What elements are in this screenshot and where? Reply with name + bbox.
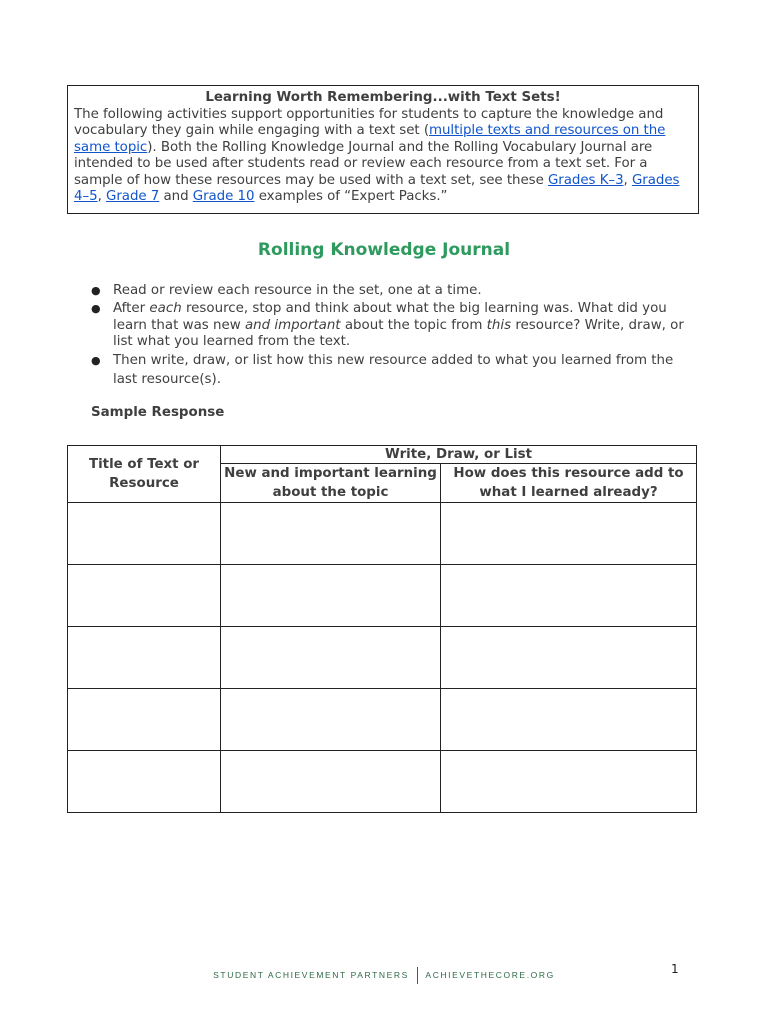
- sample-response-label: Sample Response: [91, 405, 225, 420]
- col-new-learning-header: New and important learning about the topic: [221, 464, 441, 503]
- col-adds-header: How does this resource add to what I learned already?: [441, 464, 697, 503]
- table-cell[interactable]: [441, 627, 697, 689]
- table-cell[interactable]: [221, 503, 441, 565]
- col-title-header: Title of Text or Resource: [68, 446, 221, 503]
- table-cell[interactable]: [68, 751, 221, 813]
- bullet-icon: ●: [91, 284, 101, 297]
- bullet-icon: ●: [91, 354, 101, 368]
- table-row: [68, 565, 697, 627]
- table-cell[interactable]: [68, 565, 221, 627]
- page-number: 1: [671, 962, 679, 976]
- footer-org: STUDENT ACHIEVEMENT PARTNERS: [213, 969, 409, 980]
- table-cell[interactable]: [441, 751, 697, 813]
- footer: [0, 967, 768, 984]
- table-cell[interactable]: [68, 503, 221, 565]
- emphasis-text: each: [149, 300, 182, 316]
- grade-7-link[interactable]: Grade 7: [106, 189, 160, 204]
- separator-text: ,: [623, 172, 632, 188]
- table-cell[interactable]: [441, 503, 697, 565]
- bullet-icon: ●: [91, 301, 101, 315]
- table-cell[interactable]: [221, 689, 441, 751]
- intro-text-part: examples of “Expert Packs.”: [254, 189, 448, 204]
- table-cell[interactable]: [68, 689, 221, 751]
- instruction-item: [88, 283, 698, 300]
- response-table: [67, 445, 697, 813]
- intro-title: Learning Worth Remembering...with Text Sets!: [205, 90, 561, 105]
- instruction-text: resource? Write, draw, or list what you learned from the text.: [113, 317, 684, 350]
- journal-title: Rolling Knowledge Journal: [257, 240, 511, 260]
- table-cell[interactable]: [221, 627, 441, 689]
- footer-divider: [417, 967, 418, 984]
- instruction-item: [88, 352, 698, 389]
- emphasis-text: this: [486, 317, 512, 333]
- instruction-text: about the topic from: [340, 317, 487, 333]
- instruction-text: After: [113, 300, 150, 316]
- instruction-list: [88, 283, 698, 390]
- table-row: [68, 751, 697, 813]
- table-row: [68, 627, 697, 689]
- separator-text: and: [159, 189, 193, 204]
- table-row: [68, 503, 697, 565]
- intro-text: [74, 107, 692, 206]
- instruction-text: Read or review each resource in the set, one at a time.: [113, 283, 482, 298]
- emphasis-text: and important: [244, 317, 341, 333]
- write-draw-list-header: Write, Draw, or List: [221, 446, 697, 464]
- table-cell[interactable]: [68, 627, 221, 689]
- grades-k3-link[interactable]: Grades K–3: [547, 172, 624, 188]
- table-cell[interactable]: [221, 565, 441, 627]
- table-cell[interactable]: [221, 751, 441, 813]
- instruction-item: [88, 301, 698, 351]
- text-set-link[interactable]: multiple texts and resources on the same topic: [74, 123, 666, 155]
- grades-4-5-link[interactable]: Grades 4–5: [74, 172, 680, 204]
- intro-box: [67, 85, 699, 214]
- instruction-text: resource, stop and think about what the big learning was. What did you learn that was new: [113, 300, 667, 333]
- grade-10-link[interactable]: Grade 10: [192, 189, 255, 204]
- separator-text: ,: [97, 189, 107, 204]
- intro-text-part: ). Both the Rolling Knowledge Journal and the Rolling Vocabulary Journal are intended to be used after students read or review each resource from a text set. For a sample of how these resources may be used with a text set, see these: [74, 139, 653, 188]
- table-cell[interactable]: [441, 689, 697, 751]
- table-cell[interactable]: [441, 565, 697, 627]
- instruction-text: Then write, draw, or list how this new resource added to what you learned from the last resource(s).: [113, 353, 674, 387]
- table-row: [68, 689, 697, 751]
- footer-site: ACHIEVETHECORE.ORG: [425, 969, 555, 980]
- intro-text-part: The following activities support opportunities for students to capture the knowledge and vocabulary they gain while engaging with a text set (: [74, 106, 664, 138]
